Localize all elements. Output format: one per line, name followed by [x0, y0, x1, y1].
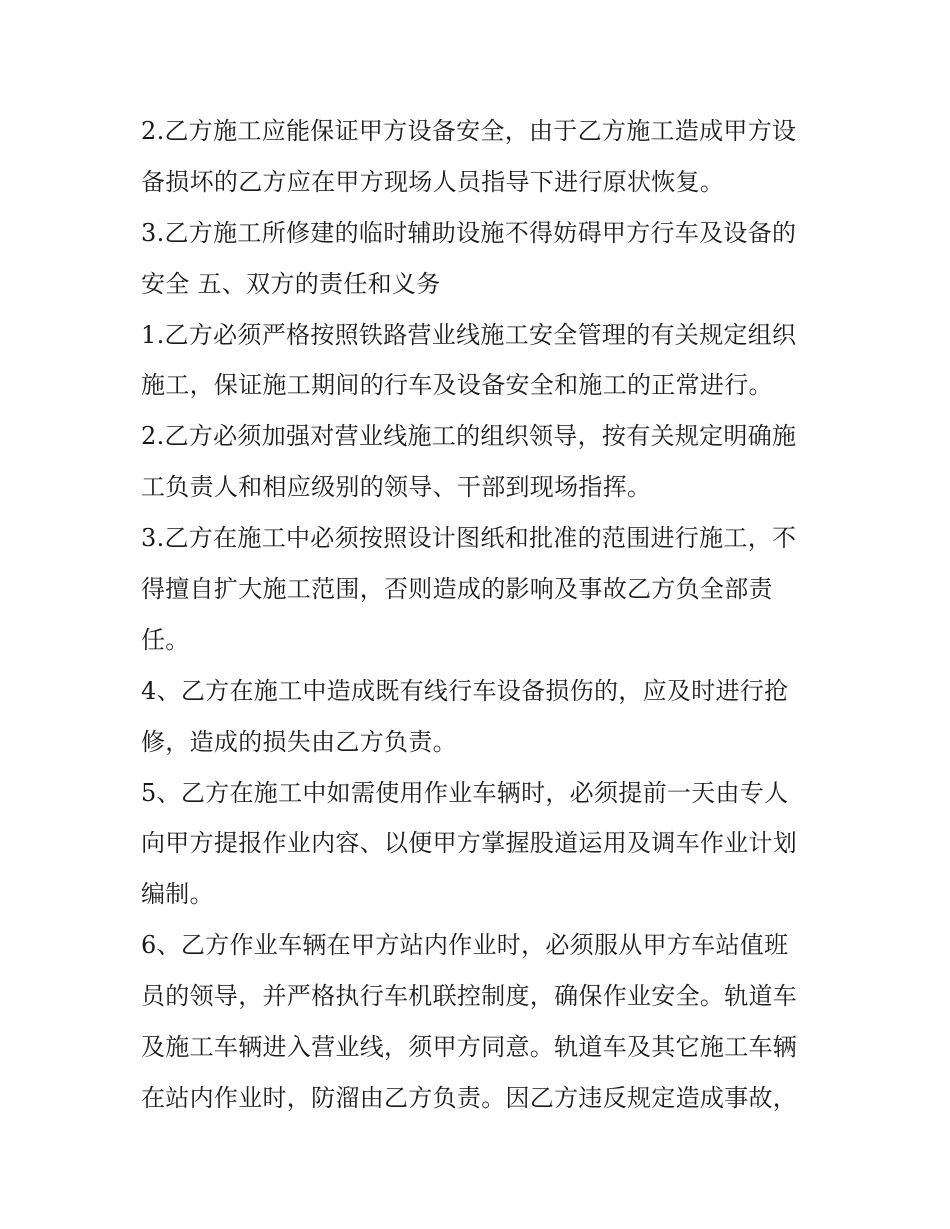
- text-line: 备损坏的乙方应在甲方现场人员指导下进行原状恢复。: [141, 167, 725, 196]
- text-line: 5、乙方在施工中如需使用作业车辆时，必须提前一天由专人: [141, 778, 789, 807]
- text-line: 编制。: [141, 880, 214, 909]
- text-line: 6、乙方作业车辆在甲方站内作业时，必须服从甲方车站值班: [141, 931, 789, 960]
- text-line: 向甲方提报作业内容、以便甲方掌握股道运用及调车作业计划: [141, 829, 798, 858]
- text-line: 4、乙方在施工中造成既有线行车设备损伤的，应及时进行抢: [141, 676, 789, 705]
- text-line: 修，造成的损失由乙方负责。: [141, 727, 457, 756]
- text-line: 1.乙方必须严格按照铁路营业线施工安全管理的有关规定组织: [141, 320, 797, 349]
- text-line: 2.乙方施工应能保证甲方设备安全，由于乙方施工造成甲方设: [141, 117, 797, 145]
- text-line: 工负责人和相应级别的领导、干部到现场指挥。: [141, 473, 652, 502]
- text-line: 在站内作业时，防溜由乙方负责。因乙方违反规定造成事故，: [141, 1083, 798, 1112]
- text-line: 2.乙方必须加强对营业线施工的组织领导，按有关规定明确施: [141, 422, 797, 451]
- text-line: 3.乙方施工所修建的临时辅助设施不得妨碍甲方行车及设备的: [141, 218, 797, 247]
- text-line: 3.乙方在施工中必须按照设计图纸和批准的范围进行施工，不: [141, 524, 797, 553]
- text-line: 任。: [141, 625, 190, 654]
- text-line: 得擅自扩大施工范围，否则造成的影响及事故乙方负全部责: [141, 575, 773, 604]
- text-line: 施工，保证施工期间的行车及设备安全和施工的正常进行。: [141, 371, 773, 400]
- document-body: [141, 106, 821, 1124]
- text-line: 员的领导，并严格执行车机联控制度，确保作业安全。轨道车: [141, 982, 798, 1011]
- text-line: 及施工车辆进入营业线，须甲方同意。轨道车及其它施工车辆: [141, 1033, 798, 1062]
- text-line: 安全 五、双方的责任和义务: [141, 269, 441, 298]
